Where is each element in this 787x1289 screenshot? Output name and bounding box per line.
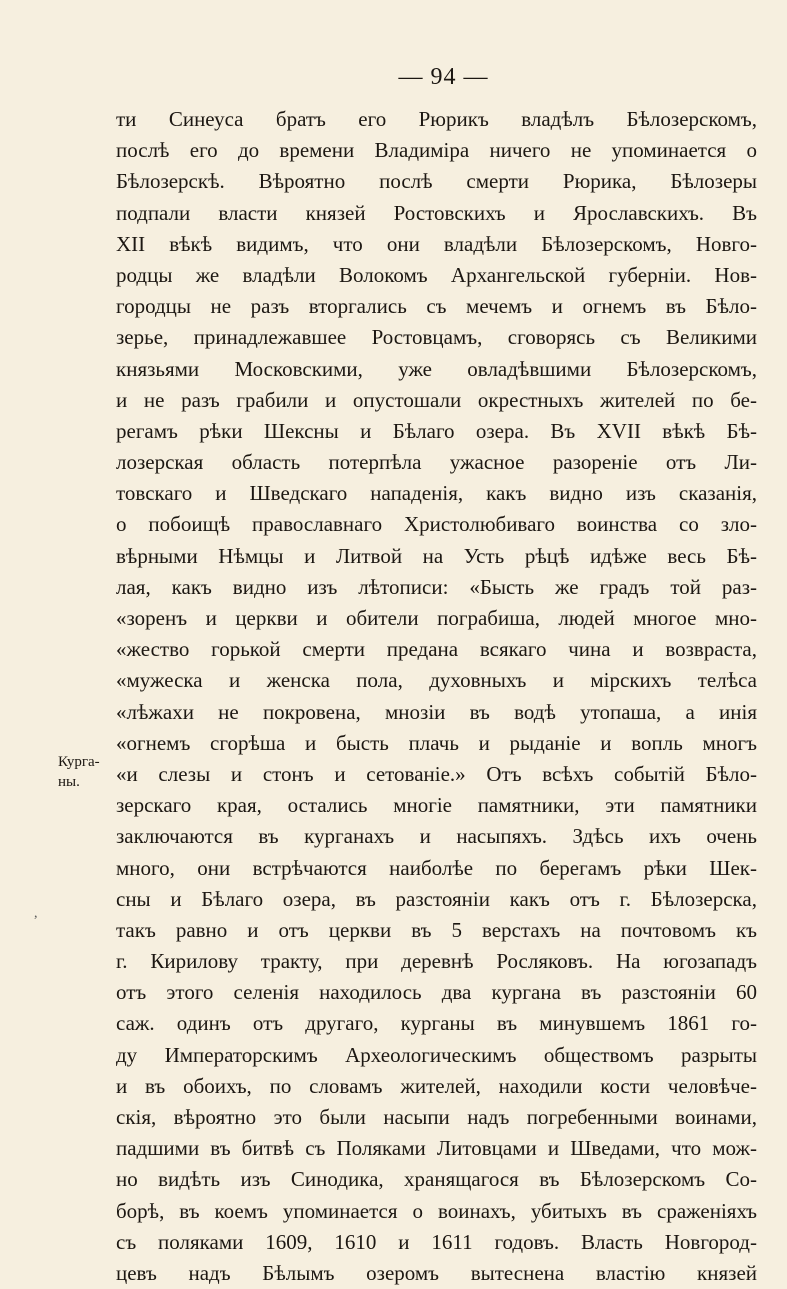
text-line: регамъ рѣки Шексны и Бѣлаго озера. Въ XVII вѣкѣ Бѣ-	[116, 418, 757, 443]
text-line: цевъ надъ Бѣлымъ озеромъ вытеснена властію князей	[116, 1260, 757, 1285]
text-line: много, они встрѣчаются наиболѣе по берегамъ рѣки Шек-	[116, 855, 757, 880]
text-line: но видѣть изъ Синодика, хранящагося въ Бѣлозерскомъ Со-	[116, 1167, 757, 1192]
text-line: вѣрными Нѣмцы и Литвой на Усть рѣцѣ идѣже весь Бѣ-	[116, 543, 757, 568]
stray-mark: ,	[34, 906, 38, 921]
text-line: Бѣлозерскѣ. Вѣроятно послѣ смерти Рюрика, Бѣлозеры	[116, 169, 757, 194]
text-line: борѣ, въ коемъ упоминается о воинахъ, убитыхъ въ сраженіяхъ	[116, 1198, 757, 1223]
text-line: «зоренъ и церкви и обители пограбиша, людей многое мно-	[116, 606, 757, 630]
body-text	[116, 104, 757, 1289]
text-line: саж. одинъ отъ другаго, курганы въ минувшемъ 1861 го-	[116, 1011, 757, 1036]
text-line: князьями Московскими, уже овладѣвшими Бѣлозерскомъ,	[116, 356, 757, 381]
text-line: «и слезы и стонъ и сетованіе.» Отъ всѣхъ событій Бѣло-	[116, 761, 757, 786]
text-line: скія, вѣроятно это были насыпи надъ погребенными воинами,	[116, 1105, 757, 1129]
margin-note	[58, 752, 114, 792]
text-line: послѣ его до времени Владиміра ничего не упоминается о	[116, 138, 757, 163]
text-line: XII вѣкѣ видимъ, что они владѣли Бѣлозерскомъ, Новго-	[116, 231, 757, 256]
text-line: лозерская область потерпѣла ужасное разореніе отъ Ли-	[116, 450, 757, 475]
text-line: «жество горькой смерти предана всякаго чина и возвраста,	[116, 637, 757, 662]
text-line: такъ равно и отъ церкви въ 5 верстахъ на почтовомъ къ	[116, 917, 757, 942]
text-line: о побоищѣ православнаго Христолюбиваго воинства со зло-	[116, 512, 757, 537]
margin-note-line: Курга-	[58, 754, 100, 770]
text-line: ти Синеуса братъ его Рюрикъ владѣлъ Бѣлозерскомъ,	[116, 107, 757, 131]
text-line: и въ обоихъ, по словамъ жителей, находили кости человѣче-	[116, 1073, 757, 1098]
text-line: зерскаго края, остались многіе памятники, эти памятники	[116, 793, 757, 818]
text-line: «лѣжахи не покровена, мнозіи въ водѣ утопаша, а инія	[116, 699, 757, 724]
margin-note-line: ны.	[58, 774, 80, 790]
text-line: и не разъ грабили и опустошали окрестныхъ жителей по бе-	[116, 387, 757, 412]
text-line: товскаго и Шведскаго нападенія, какъ видно изъ сказанія,	[116, 481, 757, 506]
text-line: сны и Бѣлаго озера, въ разстояніи какъ отъ г. Бѣлозерска,	[116, 886, 757, 911]
text-line: заключаются въ курганахъ и насыпяхъ. Здѣсь ихъ очень	[116, 824, 757, 849]
text-line: городцы не разъ вторгались съ мечемъ и огнемъ въ Бѣло-	[116, 294, 757, 319]
text-line: подпали власти князей Ростовскихъ и Ярославскихъ. Въ	[116, 200, 757, 225]
text-line: «огнемъ сгорѣша и бысть плачь и рыданіе и вопль многъ	[116, 730, 757, 755]
page-number: — 94 —	[398, 64, 489, 90]
text-line: родцы же владѣли Волокомъ Архангельской губерніи. Нов-	[116, 262, 757, 287]
text-line: ду Императорскимъ Археологическимъ обществомъ разрыты	[116, 1042, 757, 1067]
text-line: зерье, принадлежавшее Ростовцамъ, сговорясь съ Великими	[116, 325, 757, 350]
text-line: «мужеска и женска пола, духовныхъ и мірскихъ телѣса	[116, 668, 757, 693]
text-line: падшими въ битвѣ съ Поляками Литовцами и Шведами, что мож-	[116, 1136, 757, 1161]
text-line: съ поляками 1609, 1610 и 1611 годовъ. Власть Новгород-	[116, 1229, 757, 1254]
text-line: г. Кирилову тракту, при деревнѣ Росляковъ. На югозападъ	[116, 949, 757, 974]
text-line: лая, какъ видно изъ лѣтописи: «Бысть же градъ той раз-	[116, 574, 757, 599]
text-line: отъ этого селенія находилось два кургана въ разстояніи 60	[116, 980, 757, 1005]
